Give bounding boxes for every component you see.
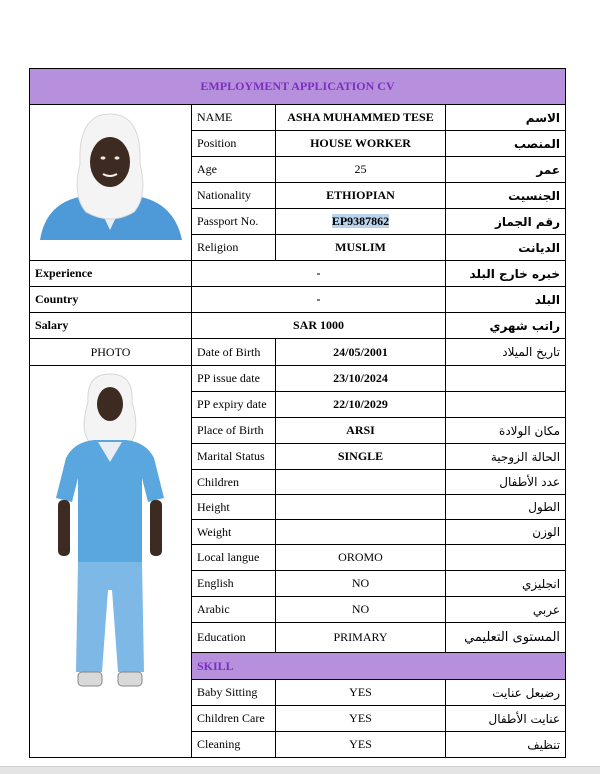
full-body-photo bbox=[30, 366, 192, 758]
label-pp-issue: PP issue date bbox=[192, 366, 276, 392]
ar-religion: الديانت bbox=[446, 235, 566, 261]
ar-position: المنصب bbox=[446, 131, 566, 157]
ar-height: الطول bbox=[446, 495, 566, 520]
value-place-of-birth: ARSI bbox=[276, 418, 446, 444]
label-arabic: Arabic bbox=[192, 597, 276, 623]
value-passport bbox=[276, 209, 446, 235]
label-local-language: Local langue bbox=[192, 545, 276, 571]
ar-salary: راتب شهري bbox=[446, 313, 566, 339]
label-age: Age bbox=[192, 157, 276, 183]
value-marital-status: SINGLE bbox=[276, 444, 446, 470]
label-baby-sitting: Baby Sitting bbox=[192, 680, 276, 706]
ar-education: المستوى التعليمي bbox=[446, 623, 566, 653]
value-name: ASHA MUHAMMED TESE bbox=[276, 105, 446, 131]
label-position: Position bbox=[192, 131, 276, 157]
ar-experience: خبره خارج البلد bbox=[446, 261, 566, 287]
value-religion: MUSLIM bbox=[276, 235, 446, 261]
ar-age: عمر bbox=[446, 157, 566, 183]
value-dob: 24/05/2001 bbox=[276, 339, 446, 366]
label-english: English bbox=[192, 571, 276, 597]
label-name: NAME bbox=[192, 105, 276, 131]
label-salary: Salary bbox=[30, 313, 192, 339]
ar-pp-issue bbox=[446, 366, 566, 392]
cv-table bbox=[29, 68, 566, 758]
value-country: - bbox=[192, 287, 446, 313]
ar-cleaning: تنظيف bbox=[446, 732, 566, 758]
headshot-photo bbox=[30, 105, 192, 261]
label-height: Height bbox=[192, 495, 276, 520]
label-passport: Passport No. bbox=[192, 209, 276, 235]
value-local-language: OROMO bbox=[276, 545, 446, 571]
ar-marital-status: الحالة الزوجية bbox=[446, 444, 566, 470]
value-education: PRIMARY bbox=[276, 623, 446, 653]
cv-title: EMPLOYMENT APPLICATION CV bbox=[30, 69, 566, 105]
label-children-care: Children Care bbox=[192, 706, 276, 732]
ar-dob: تاريخ الميلاد bbox=[446, 339, 566, 366]
value-pp-issue: 23/10/2024 bbox=[276, 366, 446, 392]
label-dob: Date of Birth bbox=[192, 339, 276, 366]
value-weight bbox=[276, 520, 446, 545]
label-education: Education bbox=[192, 623, 276, 653]
label-pp-expiry: PP expiry date bbox=[192, 392, 276, 418]
passport-number-highlight: EP9387862 bbox=[331, 214, 390, 228]
value-arabic: NO bbox=[276, 597, 446, 623]
label-children: Children bbox=[192, 470, 276, 495]
value-cleaning: YES bbox=[276, 732, 446, 758]
value-children bbox=[276, 470, 446, 495]
value-baby-sitting: YES bbox=[276, 680, 446, 706]
label-experience: Experience bbox=[30, 261, 192, 287]
label-religion: Religion bbox=[192, 235, 276, 261]
ar-local-language bbox=[446, 545, 566, 571]
value-english: NO bbox=[276, 571, 446, 597]
ar-name: الاسم bbox=[446, 105, 566, 131]
ar-passport: رقم الجماز bbox=[446, 209, 566, 235]
skill-heading: SKILL bbox=[192, 653, 566, 680]
ar-baby-sitting: رضيعل عنايت bbox=[446, 680, 566, 706]
ar-children-care: عنايت الأطفال bbox=[446, 706, 566, 732]
label-cleaning: Cleaning bbox=[192, 732, 276, 758]
value-salary: SAR 1000 bbox=[192, 313, 446, 339]
label-nationality: Nationality bbox=[192, 183, 276, 209]
ar-arabic: عربي bbox=[446, 597, 566, 623]
photo-label: PHOTO bbox=[30, 339, 192, 366]
value-pp-expiry: 22/10/2029 bbox=[276, 392, 446, 418]
value-children-care: YES bbox=[276, 706, 446, 732]
label-country: Country bbox=[30, 287, 192, 313]
value-position: HOUSE WORKER bbox=[276, 131, 446, 157]
ar-country: البلد bbox=[446, 287, 566, 313]
ar-children: عدد الأطفال bbox=[446, 470, 566, 495]
ar-pp-expiry bbox=[446, 392, 566, 418]
value-experience: - bbox=[192, 261, 446, 287]
ar-place-of-birth: مكان الولادة bbox=[446, 418, 566, 444]
ar-nationality: الجنسيت bbox=[446, 183, 566, 209]
value-height bbox=[276, 495, 446, 520]
value-age: 25 bbox=[276, 157, 446, 183]
ar-english: انجليزي bbox=[446, 571, 566, 597]
label-weight: Weight bbox=[192, 520, 276, 545]
label-place-of-birth: Place of Birth bbox=[192, 418, 276, 444]
value-nationality: ETHIOPIAN bbox=[276, 183, 446, 209]
ar-weight: الوزن bbox=[446, 520, 566, 545]
label-marital-status: Marital Status bbox=[192, 444, 276, 470]
